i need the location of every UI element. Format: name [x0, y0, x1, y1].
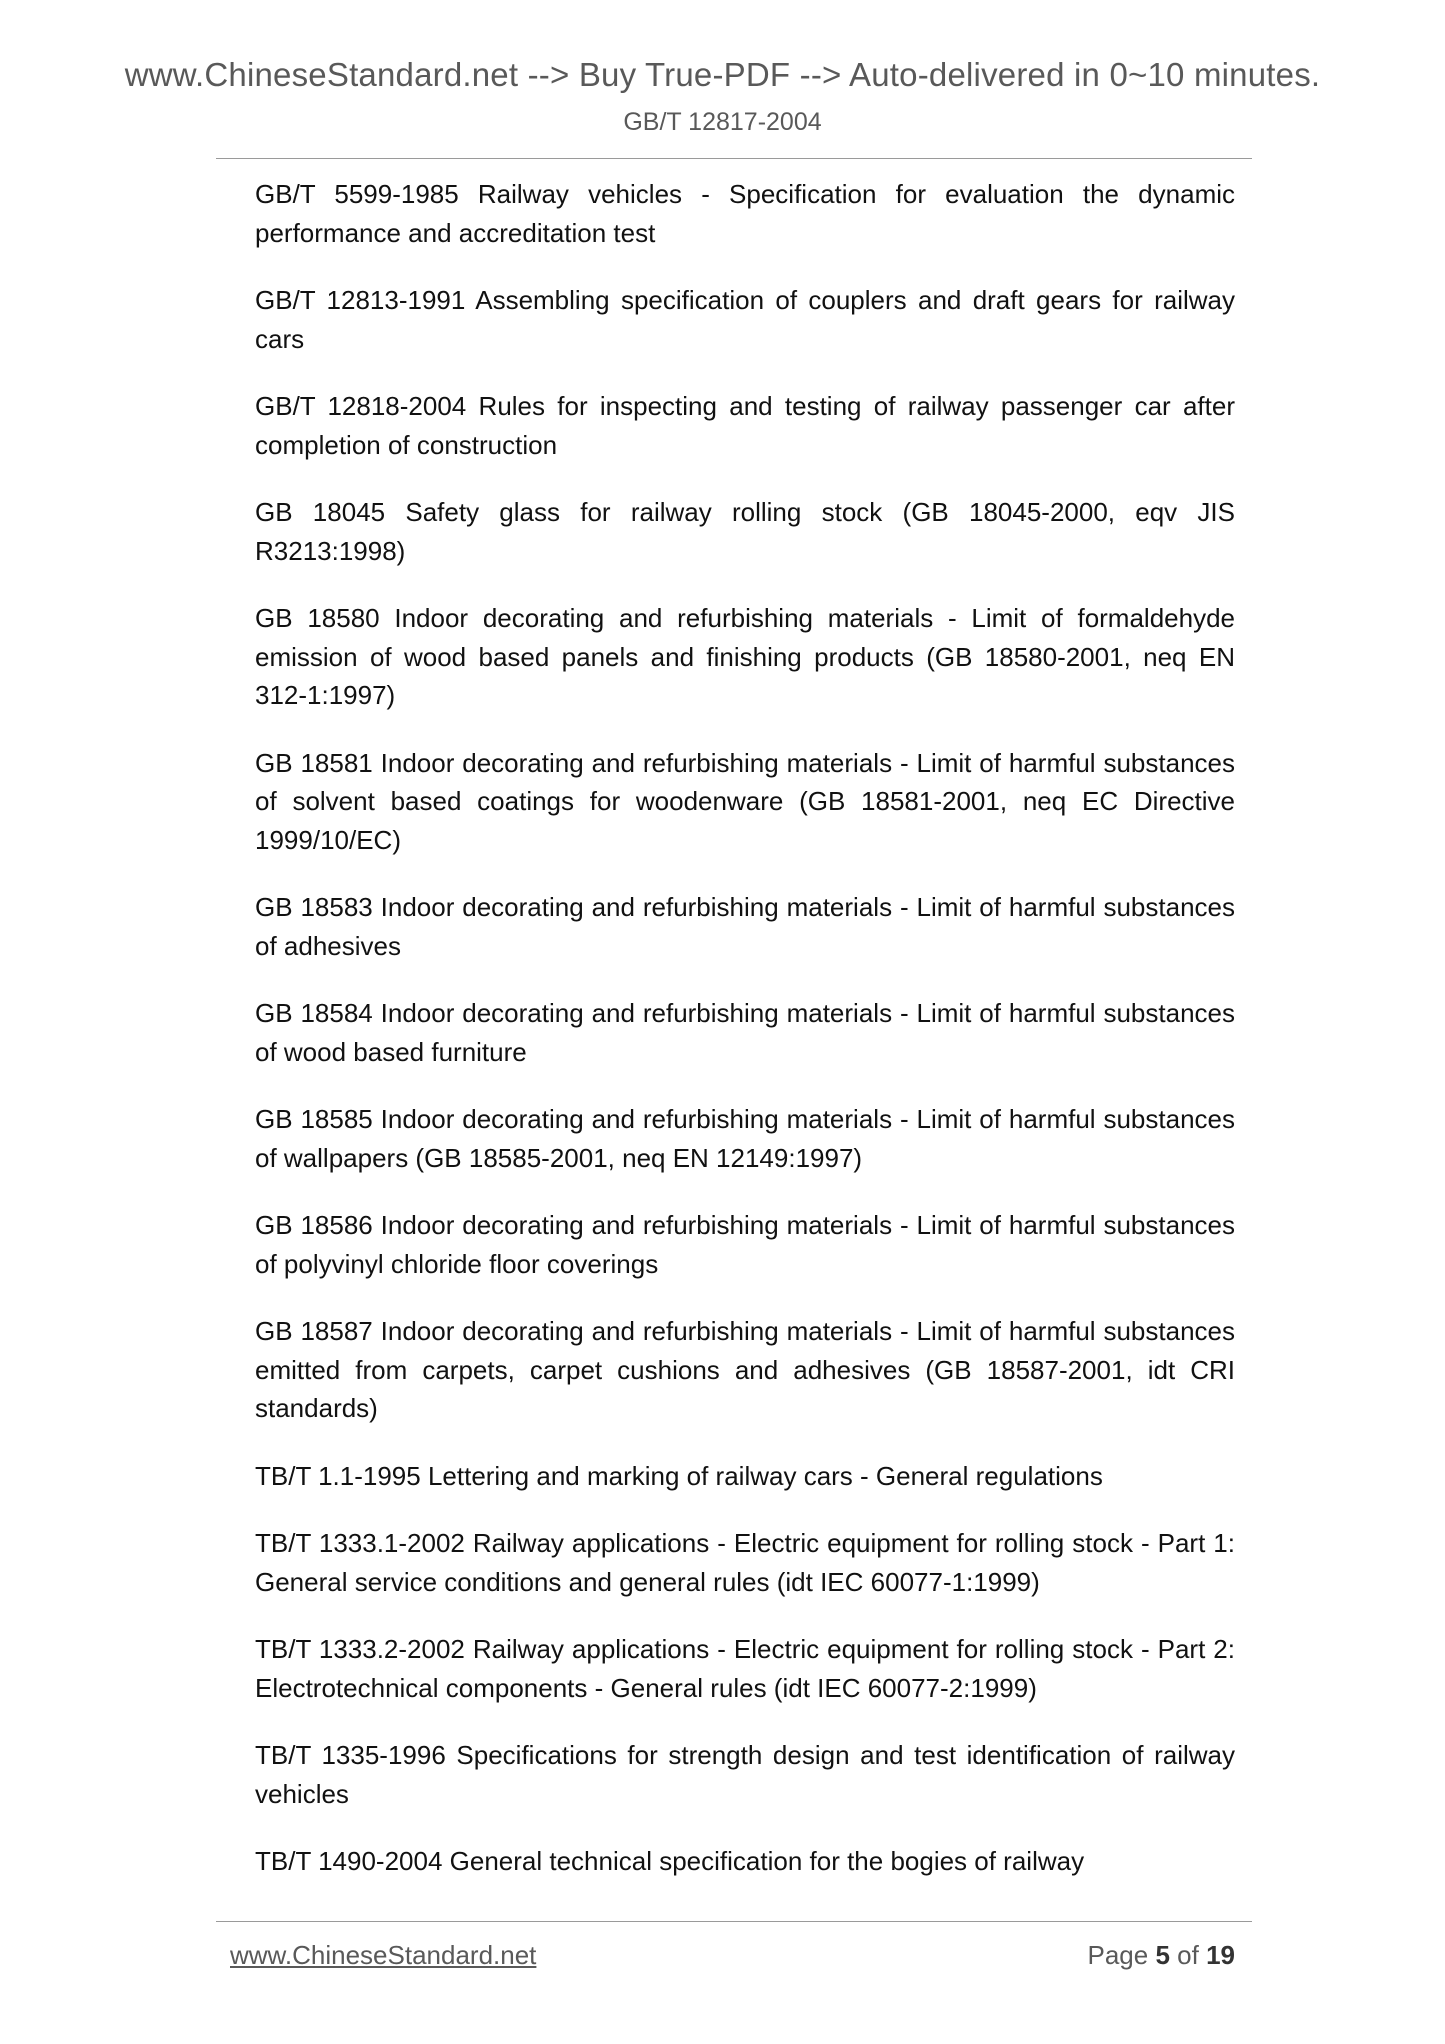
reference-item: GB 18045 Safety glass for railway rolling stock (GB 18045-2000, eqv JIS R3213:1998): [255, 497, 1235, 566]
page-indicator: [1087, 1940, 1235, 1971]
page-label: Page: [1087, 1940, 1149, 1970]
reference-item: GB 18586 Indoor decorating and refurbishing materials - Limit of harmful substances of polyvinyl chloride floor coverings: [255, 1210, 1235, 1279]
document-id: GB/T 12817-2004: [623, 108, 822, 136]
reference-item: TB/T 1335-1996 Specifications for strength design and test identification of railway vehicles: [255, 1740, 1235, 1809]
reference-item: TB/T 1.1-1995 Lettering and marking of railway cars - General regulations: [255, 1460, 1103, 1491]
footer-site-link[interactable]: www.ChineseStandard.net: [230, 1940, 537, 1970]
reference-item: GB/T 12818-2004 Rules for inspecting and testing of railway passenger car after completion of construction: [255, 391, 1235, 460]
header-divider: [216, 158, 1252, 159]
page-current: 5: [1155, 1940, 1170, 1970]
reference-item: GB 18580 Indoor decorating and refurbishing materials - Limit of formaldehyde emission of wood based panels and finishing products (GB 18580-2001, neq EN 312-1:1997): [255, 603, 1235, 710]
site-banner: www.ChineseStandard.net --> Buy True-PDF --> Auto-delivered in 0~10 minutes.: [124, 56, 1321, 93]
footer-divider: [216, 1921, 1252, 1922]
reference-item: GB 18583 Indoor decorating and refurbishing materials - Limit of harmful substances of adhesives: [255, 892, 1235, 961]
reference-item: TB/T 1333.2-2002 Railway applications - Electric equipment for rolling stock - Part 2: Electrotechnical components - General rules (idt IEC 60077-2:1999): [255, 1634, 1235, 1703]
page-of: of: [1177, 1940, 1199, 1970]
page-total: 19: [1206, 1940, 1235, 1970]
reference-item: GB 18584 Indoor decorating and refurbishing materials - Limit of harmful substances of wood based furniture: [255, 998, 1235, 1067]
reference-item: GB 18585 Indoor decorating and refurbishing materials - Limit of harmful substances of wallpapers (GB 18585-2001, neq EN 12149:1997): [255, 1104, 1235, 1173]
reference-item: TB/T 1490-2004 General technical specification for the bogies of railway: [255, 1846, 1085, 1876]
reference-item: GB 18587 Indoor decorating and refurbishing materials - Limit of harmful substances emitted from carpets, carpet cushions and adhesives (GB 18587-2001, idt CRI standards): [255, 1316, 1235, 1423]
reference-item: GB/T 5599-1985 Railway vehicles - Specification for evaluation the dynamic performance and accreditation test: [255, 179, 1235, 248]
reference-item: GB/T 12813-1991 Assembling specification of couplers and draft gears for railway cars: [255, 285, 1235, 354]
reference-item: TB/T 1333.1-2002 Railway applications - Electric equipment for rolling stock - Part 1: General service conditions and general rules (idt IEC 60077-1:1999): [255, 1528, 1235, 1597]
normative-references-list: [255, 175, 1235, 1910]
reference-item: GB 18581 Indoor decorating and refurbishing materials - Limit of harmful substances of solvent based coatings for woodenware (GB 18581-2001, neq EC Directive 1999/10/EC): [255, 747, 1235, 855]
